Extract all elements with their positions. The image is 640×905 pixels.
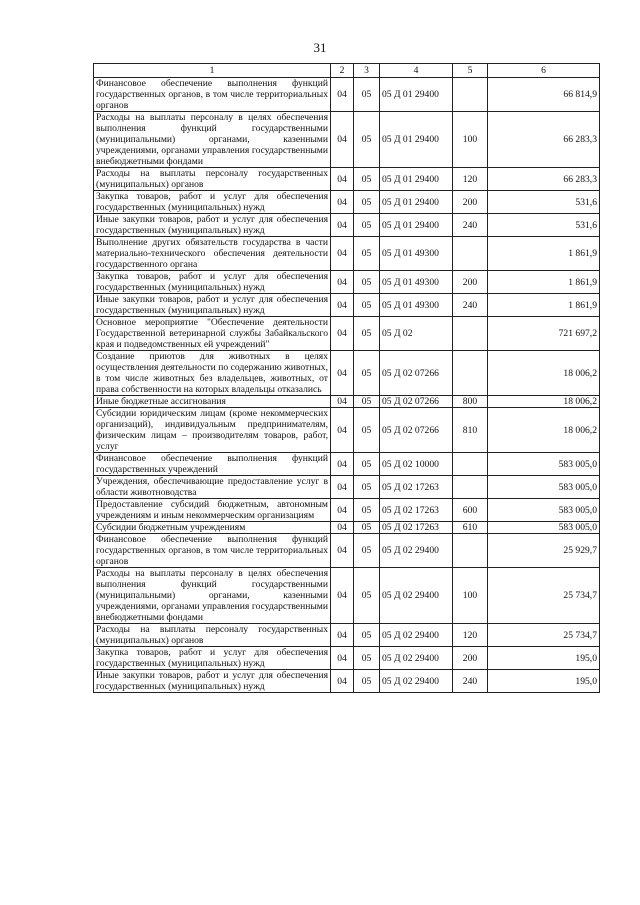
row-name-cell: Учреждения, обеспечивающие предоставление услуг в области животноводства (94, 476, 331, 499)
row-amount-cell: 66 283,3 (488, 112, 600, 168)
row-amount-cell: 195,0 (488, 670, 600, 693)
row-target-code-cell: 05 Д 02 17263 (380, 499, 453, 522)
row-section-cell: 04 (331, 294, 354, 317)
header-cell-6: 6 (488, 64, 600, 78)
table-row (94, 499, 600, 522)
table-body (94, 78, 600, 693)
row-subsection-cell: 05 (354, 214, 380, 237)
row-section-cell: 04 (331, 191, 354, 214)
row-subsection-cell: 05 (354, 237, 380, 271)
row-subsection-cell: 05 (354, 294, 380, 317)
header-cell-2: 2 (331, 64, 354, 78)
page-number: 31 (313, 40, 327, 55)
row-name-cell: Расходы на выплаты персоналу государственных (муниципальных) органов (94, 168, 331, 191)
row-amount-cell: 1 861,9 (488, 271, 600, 294)
table-row (94, 112, 600, 168)
row-expense-type-cell: 120 (453, 624, 488, 647)
table-row (94, 534, 600, 568)
row-amount-cell: 583 005,0 (488, 476, 600, 499)
table-row (94, 271, 600, 294)
row-section-cell: 04 (331, 476, 354, 499)
row-subsection-cell: 05 (354, 670, 380, 693)
row-name-cell: Субсидии бюджетным учреждениям (94, 522, 331, 534)
row-expense-type-cell: 240 (453, 294, 488, 317)
row-section-cell: 04 (331, 396, 354, 408)
row-name-cell: Выполнение других обязательств государства в части материально-технического обеспечения деятельности государственного органа (94, 237, 331, 271)
row-amount-cell: 1 861,9 (488, 237, 600, 271)
row-amount-cell: 66 814,9 (488, 78, 600, 112)
row-amount-cell: 25 929,7 (488, 534, 600, 568)
row-name-cell: Расходы на выплаты персоналу государственных (муниципальных) органов (94, 624, 331, 647)
row-expense-type-cell (453, 78, 488, 112)
row-expense-type-cell: 100 (453, 112, 488, 168)
row-section-cell: 04 (331, 317, 354, 351)
row-amount-cell: 531,6 (488, 214, 600, 237)
table-row (94, 168, 600, 191)
row-target-code-cell: 05 Д 01 29400 (380, 112, 453, 168)
table-row (94, 237, 600, 271)
row-section-cell: 04 (331, 237, 354, 271)
table-row (94, 647, 600, 670)
row-section-cell: 04 (331, 647, 354, 670)
row-expense-type-cell (453, 534, 488, 568)
row-expense-type-cell: 600 (453, 499, 488, 522)
row-name-cell: Финансовое обеспечение выполнения функций государственных органов, в том числе территориальных органов (94, 78, 331, 112)
row-subsection-cell: 05 (354, 396, 380, 408)
table-row (94, 522, 600, 534)
row-name-cell: Закупка товаров, работ и услуг для обеспечения государственных (муниципальных) нужд (94, 191, 331, 214)
row-subsection-cell: 05 (354, 568, 380, 624)
row-amount-cell: 583 005,0 (488, 522, 600, 534)
row-target-code-cell: 05 Д 02 17263 (380, 476, 453, 499)
row-expense-type-cell: 200 (453, 271, 488, 294)
row-expense-type-cell: 240 (453, 214, 488, 237)
row-expense-type-cell (453, 351, 488, 396)
row-section-cell: 04 (331, 670, 354, 693)
header-cell-4: 4 (380, 64, 453, 78)
row-section-cell: 04 (331, 351, 354, 396)
row-target-code-cell: 05 Д 02 (380, 317, 453, 351)
row-name-cell: Расходы на выплаты персоналу в целях обеспечения выполнения функций государственными (муниципальными) органами, казенными учреждениями, органами управления государственными внебюджетными фондами (94, 568, 331, 624)
row-section-cell: 04 (331, 78, 354, 112)
row-expense-type-cell: 800 (453, 396, 488, 408)
row-section-cell: 04 (331, 624, 354, 647)
row-expense-type-cell: 100 (453, 568, 488, 624)
row-section-cell: 04 (331, 522, 354, 534)
row-target-code-cell: 05 Д 02 07266 (380, 396, 453, 408)
row-subsection-cell: 05 (354, 624, 380, 647)
table-row (94, 453, 600, 476)
row-target-code-cell: 05 Д 02 07266 (380, 351, 453, 396)
row-section-cell: 04 (331, 499, 354, 522)
row-name-cell: Закупка товаров, работ и услуг для обеспечения государственных (муниципальных) нужд (94, 647, 331, 670)
budget-table (93, 63, 600, 693)
row-expense-type-cell (453, 453, 488, 476)
row-subsection-cell: 05 (354, 499, 380, 522)
row-name-cell: Основное мероприятие "Обеспечение деятельности Государственной ветеринарной службы Забайкальского края и подведомственных ей учреждений" (94, 317, 331, 351)
row-subsection-cell: 05 (354, 534, 380, 568)
row-amount-cell: 721 697,2 (488, 317, 600, 351)
row-subsection-cell: 05 (354, 191, 380, 214)
row-section-cell: 04 (331, 271, 354, 294)
row-section-cell: 04 (331, 568, 354, 624)
table-row (94, 191, 600, 214)
row-target-code-cell: 05 Д 02 29400 (380, 670, 453, 693)
row-subsection-cell: 05 (354, 647, 380, 670)
row-name-cell: Расходы на выплаты персоналу в целях обеспечения выполнения функций государственными (муниципальными) органами, казенными учреждениями, органами управления государственными внебюджетными фондами (94, 112, 331, 168)
row-target-code-cell: 05 Д 02 07266 (380, 408, 453, 453)
row-expense-type-cell: 200 (453, 647, 488, 670)
row-name-cell: Финансовое обеспечение выполнения функций государственных органов, в том числе территориальных органов (94, 534, 331, 568)
row-expense-type-cell (453, 237, 488, 271)
row-subsection-cell: 05 (354, 168, 380, 191)
row-expense-type-cell: 120 (453, 168, 488, 191)
row-amount-cell: 1 861,9 (488, 294, 600, 317)
row-amount-cell: 195,0 (488, 647, 600, 670)
row-target-code-cell: 05 Д 02 29400 (380, 568, 453, 624)
table-row (94, 396, 600, 408)
row-amount-cell: 66 283,3 (488, 168, 600, 191)
row-name-cell: Иные закупки товаров, работ и услуг для обеспечения государственных (муниципальных) нужд (94, 294, 331, 317)
row-target-code-cell: 05 Д 01 29400 (380, 191, 453, 214)
row-amount-cell: 25 734,7 (488, 624, 600, 647)
row-amount-cell: 583 005,0 (488, 453, 600, 476)
row-section-cell: 04 (331, 112, 354, 168)
row-target-code-cell: 05 Д 02 10000 (380, 453, 453, 476)
row-target-code-cell: 05 Д 01 29400 (380, 78, 453, 112)
header-cell-3: 3 (354, 64, 380, 78)
table-row (94, 351, 600, 396)
row-amount-cell: 18 006,2 (488, 408, 600, 453)
row-subsection-cell: 05 (354, 408, 380, 453)
table-row (94, 670, 600, 693)
table-row (94, 317, 600, 351)
table-row (94, 476, 600, 499)
row-expense-type-cell (453, 476, 488, 499)
row-name-cell: Иные закупки товаров, работ и услуг для обеспечения государственных (муниципальных) нужд (94, 670, 331, 693)
row-target-code-cell: 05 Д 01 49300 (380, 294, 453, 317)
row-target-code-cell: 05 Д 02 29400 (380, 647, 453, 670)
row-expense-type-cell: 810 (453, 408, 488, 453)
row-subsection-cell: 05 (354, 78, 380, 112)
row-section-cell: 04 (331, 168, 354, 191)
row-amount-cell: 18 006,2 (488, 396, 600, 408)
row-subsection-cell: 05 (354, 112, 380, 168)
row-section-cell: 04 (331, 534, 354, 568)
row-target-code-cell: 05 Д 02 17263 (380, 522, 453, 534)
row-expense-type-cell: 610 (453, 522, 488, 534)
table-row (94, 78, 600, 112)
row-amount-cell: 25 734,7 (488, 568, 600, 624)
row-subsection-cell: 05 (354, 317, 380, 351)
row-target-code-cell: 05 Д 01 49300 (380, 237, 453, 271)
row-name-cell: Финансовое обеспечение выполнения функций государственных учреждений (94, 453, 331, 476)
row-section-cell: 04 (331, 214, 354, 237)
row-name-cell: Закупка товаров, работ и услуг для обеспечения государственных (муниципальных) нужд (94, 271, 331, 294)
header-cell-1: 1 (94, 64, 331, 78)
row-subsection-cell: 05 (354, 271, 380, 294)
header-cell-5: 5 (453, 64, 488, 78)
row-amount-cell: 583 005,0 (488, 499, 600, 522)
row-subsection-cell: 05 (354, 351, 380, 396)
row-amount-cell: 18 006,2 (488, 351, 600, 396)
row-target-code-cell: 05 Д 01 29400 (380, 168, 453, 191)
table-row (94, 408, 600, 453)
row-name-cell: Иные бюджетные ассигнования (94, 396, 331, 408)
row-expense-type-cell (453, 317, 488, 351)
row-target-code-cell: 05 Д 01 29400 (380, 214, 453, 237)
table-row (94, 294, 600, 317)
row-target-code-cell: 05 Д 02 29400 (380, 624, 453, 647)
row-subsection-cell: 05 (354, 476, 380, 499)
row-section-cell: 04 (331, 453, 354, 476)
row-amount-cell: 531,6 (488, 191, 600, 214)
table-row (94, 568, 600, 624)
row-subsection-cell: 05 (354, 522, 380, 534)
row-section-cell: 04 (331, 408, 354, 453)
row-target-code-cell: 05 Д 02 29400 (380, 534, 453, 568)
table-row (94, 624, 600, 647)
row-target-code-cell: 05 Д 01 49300 (380, 271, 453, 294)
row-expense-type-cell: 200 (453, 191, 488, 214)
row-name-cell: Создание приютов для животных в целях осуществления деятельности по содержанию животных, в том числе животных без владельцев, животных, от права собственности на которых владельцы отказались (94, 351, 331, 396)
table-row (94, 214, 600, 237)
row-name-cell: Субсидии юридическим лицам (кроме некоммерческих организаций), индивидуальным предпринимателям, физическим лицам – производителям товаров, работ, услуг (94, 408, 331, 453)
row-expense-type-cell: 240 (453, 670, 488, 693)
row-name-cell: Иные закупки товаров, работ и услуг для обеспечения государственных (муниципальных) нужд (94, 214, 331, 237)
row-subsection-cell: 05 (354, 453, 380, 476)
header-row (94, 64, 600, 78)
row-name-cell: Предоставление субсидий бюджетным, автономным учреждениям и иным некоммерческим организациям (94, 499, 331, 522)
